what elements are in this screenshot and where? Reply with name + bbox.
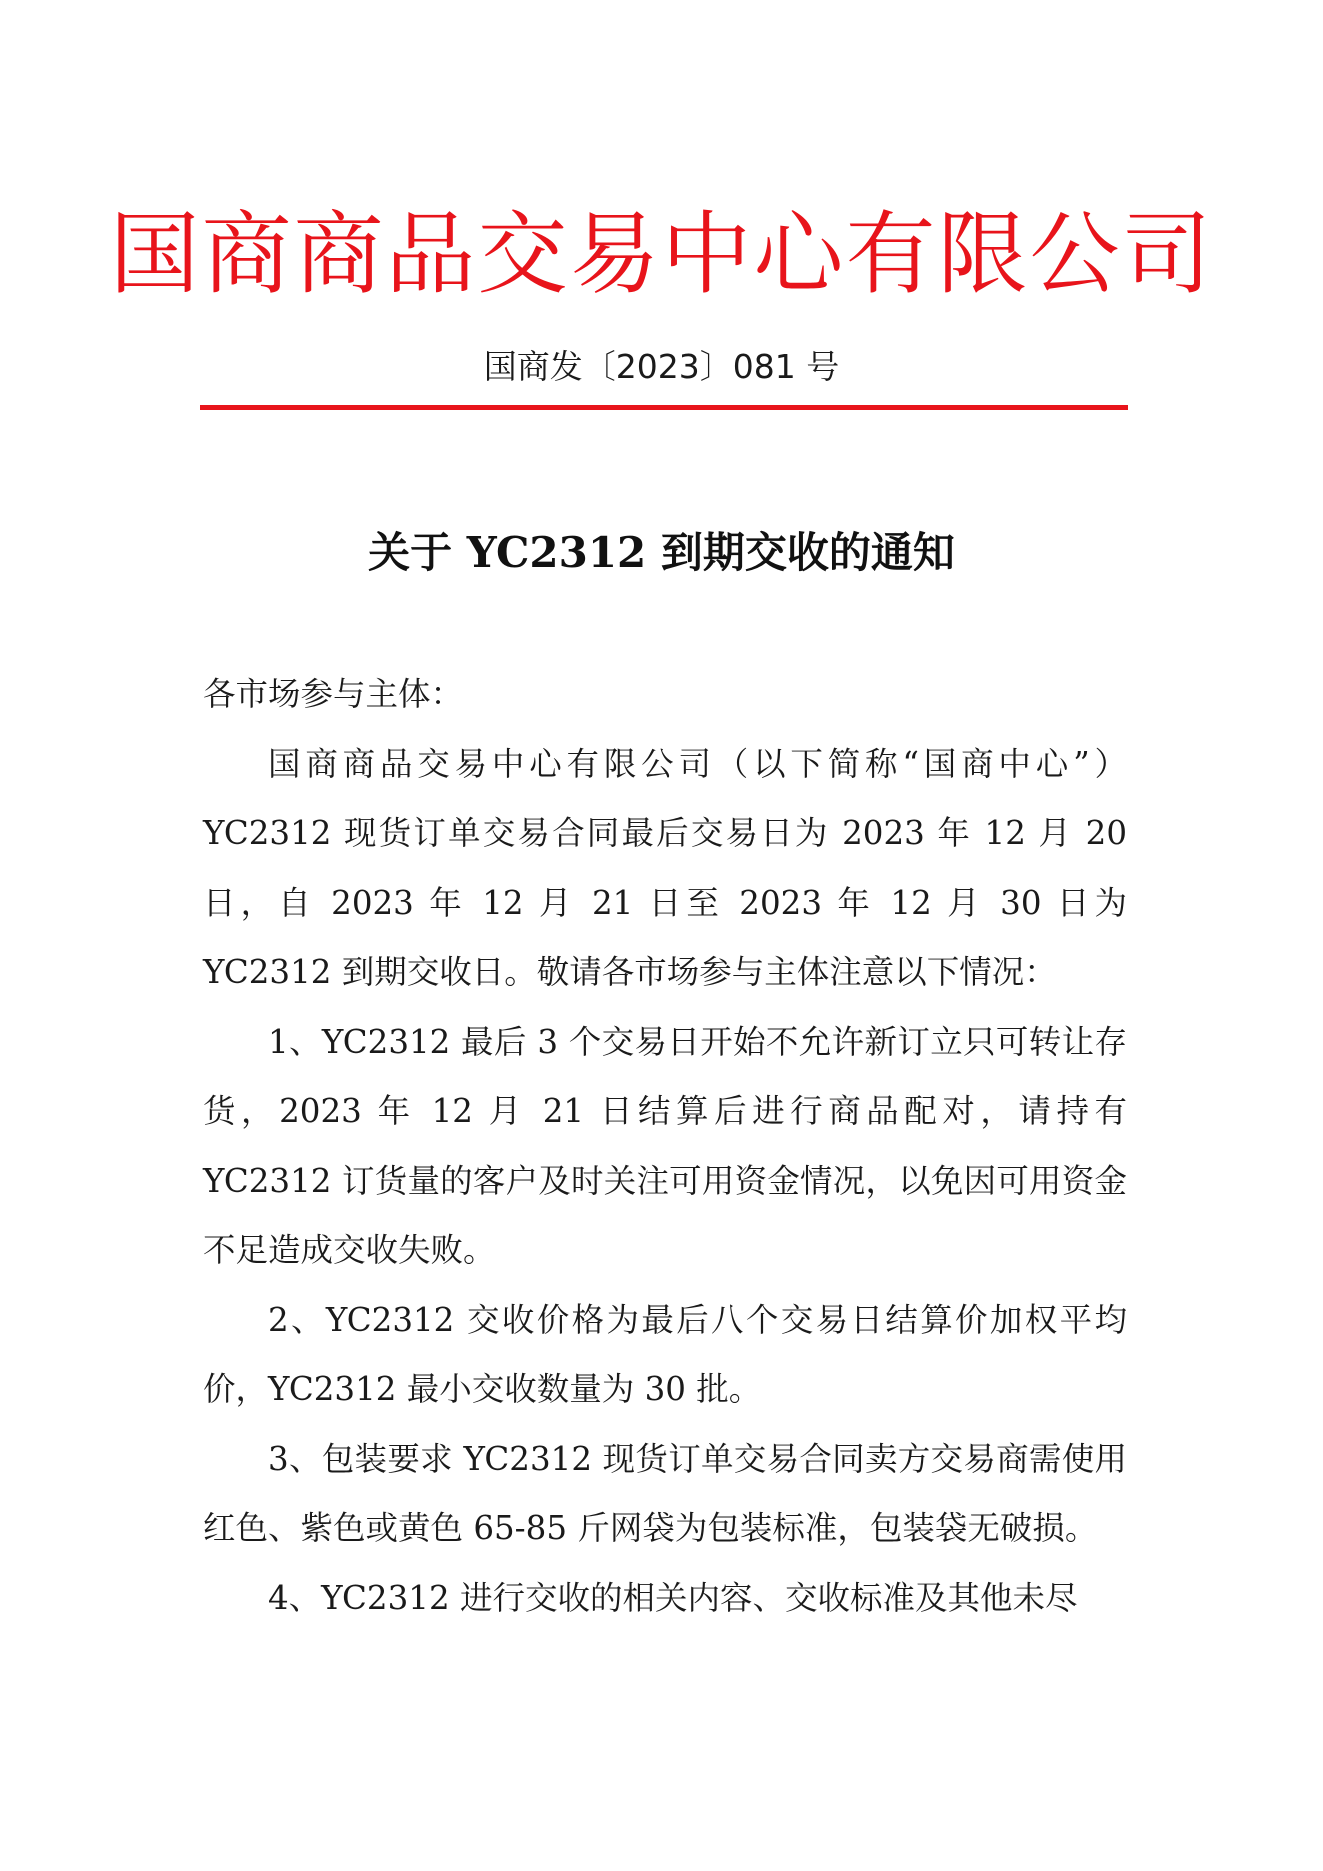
notice-title: 关于 YC2312 到期交收的通知 xyxy=(368,528,955,577)
paragraph-intro: 国商商品交易中心有限公司（以下简称“国商中心”）YC2312 现货订单交易合同最后交易日为 2023 年 12 月 20 日，自 2023 年 12 月 21 日至 2023 年 12 月 30 日为 YC2312 到期交收日。敬请各市场参与主体注意以下情况： xyxy=(203,744,1127,991)
organization-title: 国商商品交易中心有限公司 xyxy=(109,202,1214,307)
salutation: 各市场参与主体： xyxy=(203,675,464,713)
paragraph-item-1: 1、YC2312 最后 3 个交易日开始不允许新订立只可转让存货，2023 年 12 月 21 日结算后进行商品配对，请持有 YC2312 订货量的客户及时关注可用资金情况，以免因可用资金不足造成交收失败。 xyxy=(203,1022,1127,1269)
paragraph-item-2: 2、YC2312 交收价格为最后八个交易日结算价加权平均价，YC2312 最小交收数量为 30 批。 xyxy=(203,1300,1127,1408)
document-number: 国商发〔2023〕081 号 xyxy=(483,347,840,386)
notice-body xyxy=(203,660,1127,1633)
paragraph-item-4: 4、YC2312 进行交收的相关内容、交收标准及其他未尽 xyxy=(268,1578,1078,1617)
paragraph-item-3: 3、包装要求 YC2312 现货订单交易合同卖方交易商需使用红色、紫色或黄色 65-85 斤网袋为包装标准，包装袋无破损。 xyxy=(203,1439,1127,1547)
red-header-rule xyxy=(200,405,1128,410)
